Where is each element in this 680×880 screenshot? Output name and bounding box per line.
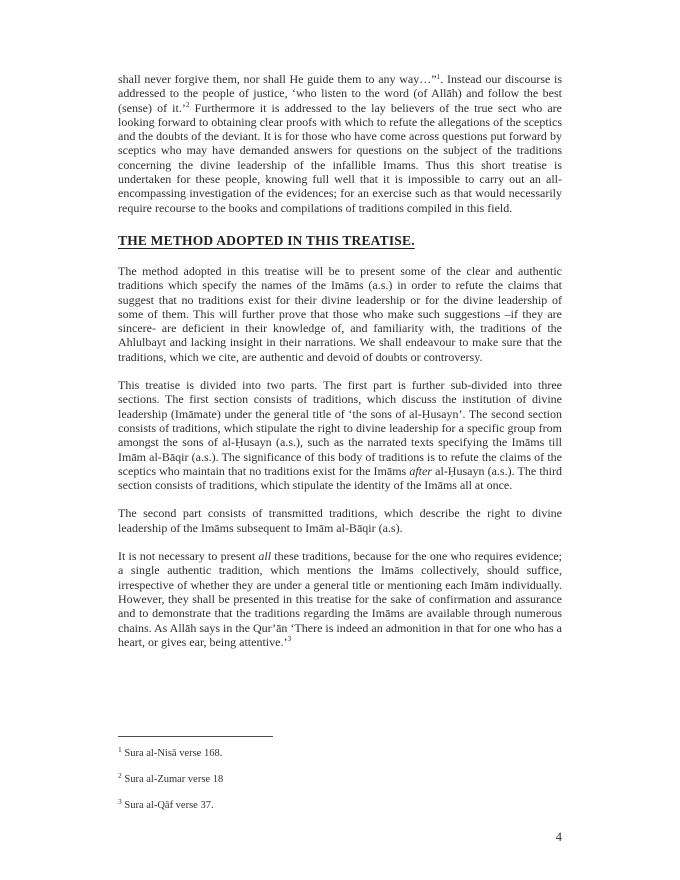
footnote-reference: 2 bbox=[185, 100, 190, 110]
text-block bbox=[118, 72, 562, 663]
page-number: 4 bbox=[555, 830, 562, 844]
footnote-marker: 3 bbox=[118, 796, 122, 806]
footnote-reference: 3 bbox=[287, 634, 292, 644]
paragraph-necessity: It is not necessary to present all these traditions, because for the one who requires evidence; a single authentic tradition, which mentions the Imāms collectively, should suffice, irrespective of whether they are under a general title or mentioning each Imām individually. However, they shall be presented in this treatise for the sake of confirmation and assurance and to demonstrate that the traditions regarding the Imāms are available through numerous chains. As Allāh says in the Qur’ān ‘There is indeed an admonition in that for one who has a heart, or gives ear, being attentive.’$^3$ bbox=[118, 549, 563, 649]
footnote-marker: 1 bbox=[118, 744, 122, 754]
footnote bbox=[118, 770, 562, 786]
footnote-text: Sura al-Nisā verse 168. bbox=[124, 748, 223, 759]
footnote-text: Sura al-Zumar verse 18 bbox=[124, 774, 224, 785]
footnote bbox=[118, 796, 562, 812]
paragraph-method: The method adopted in this treatise will be to present some of the clear and authentic traditions which specify the names of the Imāms (a.s.) in order to refute the claims that suggest that no traditions exist for their divine leadership or for the divine leadership of some of them. This will further prove that those who make such suggestions –if they are sincere- are deficient in their knowledge of, and familiarity with, the traditions of the Ahlulbayt and lacking insight in their narrations. We shall endeavour to make sure that the traditions, which we cite, are authentic and devoid of doubts or controversy. bbox=[118, 263, 562, 364]
footnote-text: Sura al-Qāf verse 37. bbox=[124, 800, 214, 811]
paragraph-structure-part-two: The second part consists of transmitted traditions, which describe the right to divine leadership of the Imāms subsequent to Imām al-Bāqir (a.s). bbox=[118, 506, 562, 535]
opening-paragraph: shall never forgive them, nor shall He guide them to any way…”$^1$. Instead our discourse is addressed to the people of justice, ‘who listen to the word (of Allāh) and follow the best (sense) of it.’$^2$ Furthermore it is addressed to the lay believers of the true sect who are looking forward to obtaining clear proofs with which to refute the allegations of the sceptics and the doubts of the deviant. It is for those who have come across questions put forward by sceptics who may have demanded answers for questions on the subject of the traditions concerning the divine leadership of the infallible Imams. Thus this short treatise is undertaken for these people, knowing full well that it is impossible to carry out an all-encompassing investigation of the evidences; for an exercise such as that would necessarily require recourse to the books and compilations of traditions compiled in this field. bbox=[118, 71, 563, 215]
footnote-reference: 1 bbox=[436, 71, 441, 81]
footnote bbox=[118, 744, 562, 760]
section-heading bbox=[118, 233, 562, 248]
footnote-separator bbox=[118, 736, 273, 737]
footnotes-section bbox=[118, 736, 562, 825]
paragraph-structure-part-one: This treatise is divided into two parts. The first part is further sub-divided into three sections. The first section consists of traditions, which discuss the institution of divine leadership (Imāmate) under the general title of ‘the sons of al-Ḥusayn’. The second section consists of traditions, which stipulate the right to divine leadership for a specific group from amongst the sons of al-Ḥusayn (a.s.), such as the narrated texts specifying the Imāms till Imām al-Bāqir (a.s.). The significance of this body of traditions is to refute the claims of the sceptics who maintain that no traditions exist for the Imāms after al-Ḥusayn (a.s.). The third section consists of traditions, which stipulate the identity of the Imāms all at once. bbox=[118, 378, 562, 493]
footnote-marker: 2 bbox=[118, 770, 122, 780]
section-heading-text: THE METHOD ADOPTED IN THIS TREATISE. bbox=[118, 232, 415, 248]
